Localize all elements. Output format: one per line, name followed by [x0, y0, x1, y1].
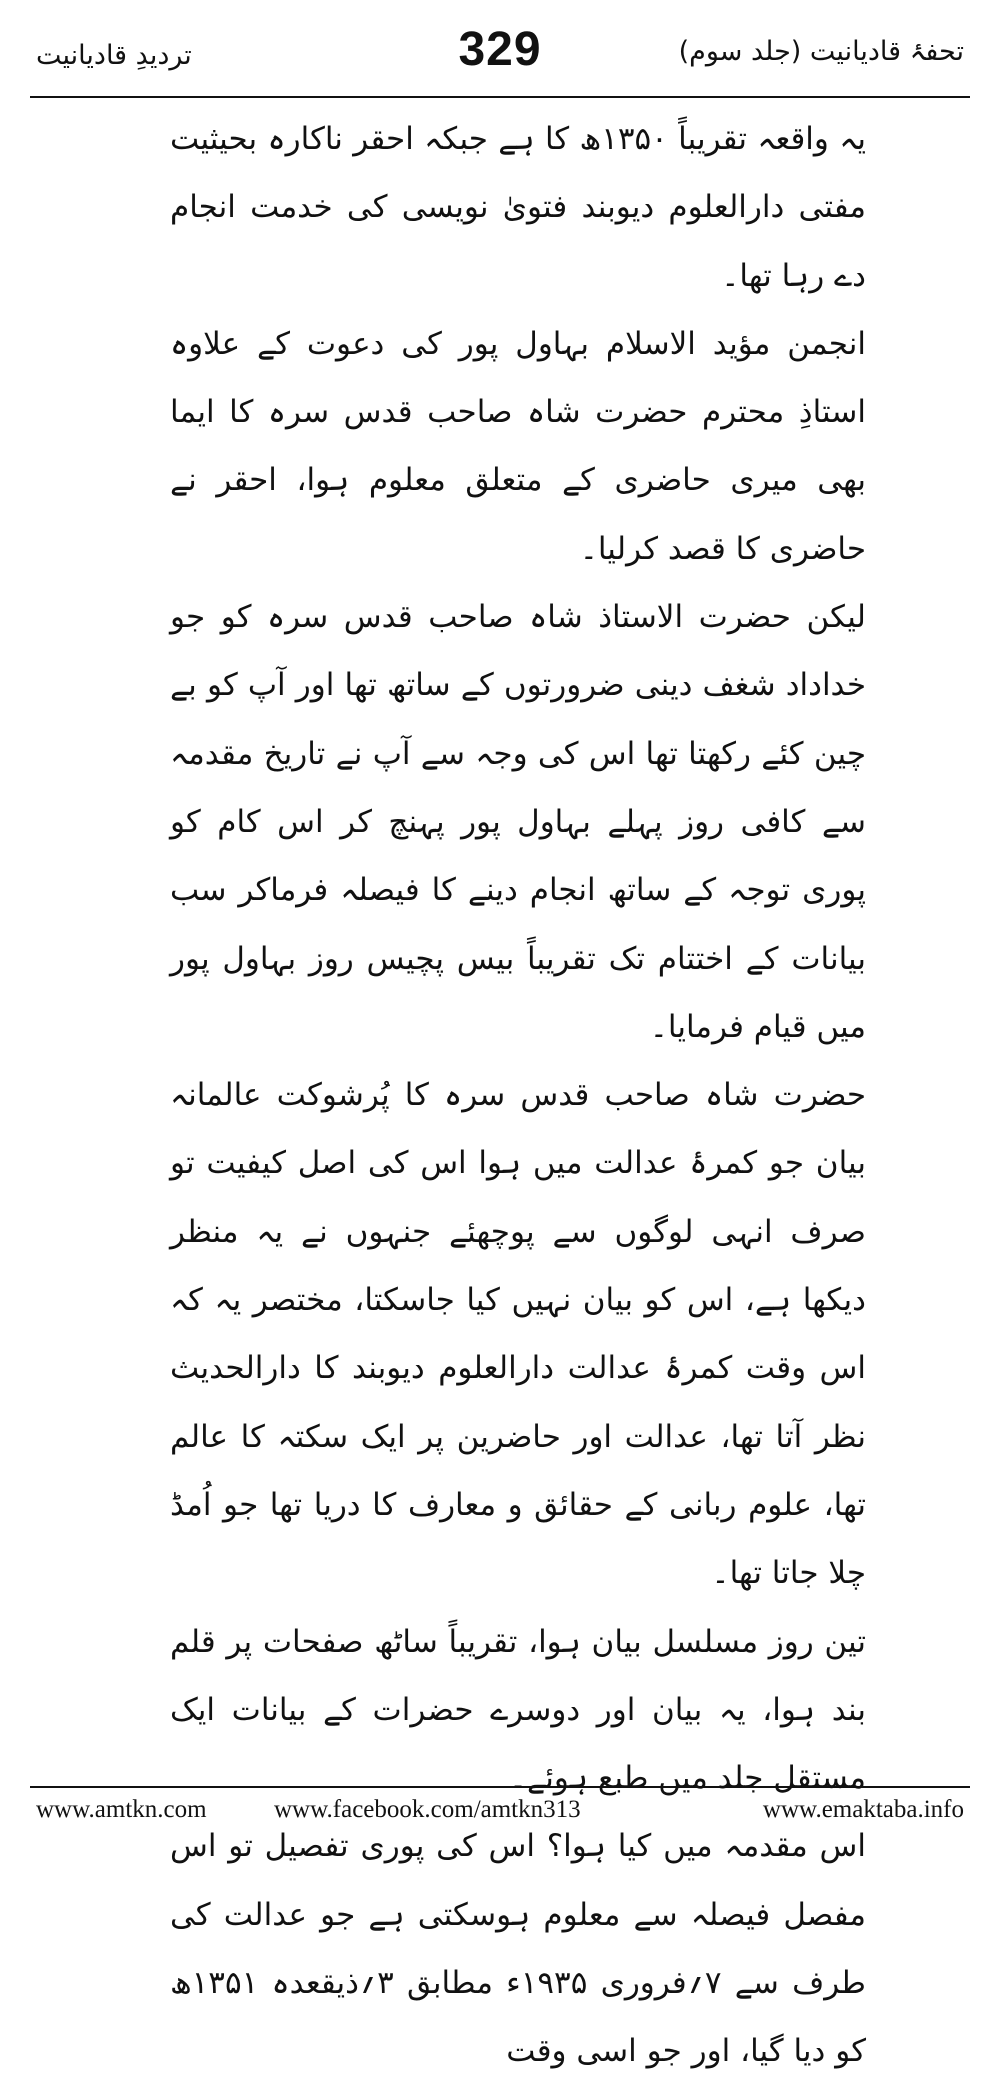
footer-link-amtkn[interactable]: www.amtkn.com: [36, 1796, 207, 1823]
paragraph: لیکن حضرت الاستاذ شاہ صاحب قدس سرہ کو جو خداداد شغف دینی ضرورتوں کے ساتھ تھا اور آپ کو بے چین کئے رکھتا تھا اس کی وجہ سے آپ نے تاریخ مقدمہ سے کافی روز پہلے بہاول پور پہنچ کر اس کام کو پوری توجہ کے ساتھ انجام دینے کا فیصلہ فرماکر سب بیانات کے اختتام تک تقریباً بیس پچیس روز بہاول پور میں قیام فرمایا۔: [170, 599, 866, 1045]
footer-link-emaktaba[interactable]: www.emaktaba.info: [762, 1796, 964, 1823]
header-divider: [30, 96, 970, 98]
paragraph: یہ واقعہ تقریباً ۱۳۵۰ھ کا ہے جبکہ احقر ناکارہ بحیثیت مفتی دارالعلوم دیوبند فتویٰ نویسی کی خدمت انجام دے رہا تھا۔: [170, 121, 866, 294]
footer-divider: [30, 1786, 970, 1788]
footer-link-facebook[interactable]: www.facebook.com/amtkn313: [274, 1796, 581, 1823]
page-body: [170, 105, 866, 2086]
paragraph: انجمن مؤید الاسلام بہاول پور کی دعوت کے علاوہ استاذِ محترم حضرت شاہ صاحب قدس سرہ کا ایما بھی میری حاضری کے متعلق معلوم ہوا، احقر نے حاضری کا قصد کرلیا۔: [170, 325, 866, 567]
paragraph: اس مقدمہ میں کیا ہوا؟ اس کی پوری تفصیل تو اس مفصل فیصلہ سے معلوم ہوسکتی ہے جو عدالت کی طرف سے ۷؍فروری ۱۹۳۵ء مطابق ۳؍ذیقعدہ ۱۳۵۱ھ کو دیا گیا، اور جو اسی وقت: [170, 1828, 866, 2070]
section-title: تردیدِ قادیانیت: [36, 40, 192, 71]
paragraph: تین روز مسلسل بیان ہوا، تقریباً ساٹھ صفحات پر قلم بند ہوا، یہ بیان اور دوسرے حضرات کے بیانات ایک مستقل جلد میں طبع ہوئے۔: [170, 1623, 866, 1797]
paragraph: حضرت شاہ صاحب قدس سرہ کا پُرشوکت عالمانہ بیان جو کمرۂ عدالت میں ہوا اس کی اصل کیفیت تو صرف انہی لوگوں سے پوچھئے جنہوں نے یہ منظر دیکھا ہے، اس کو بیان نہیں کیا جاسکتا، مختصر یہ کہ اس وقت کمرۂ عدالت دارالعلوم دیوبند کا دارالحدیث نظر آتا تھا، عدالت اور حاضرین پر ایک سکتہ کا عالم تھا، علوم ربانی کے حقائق و معارف کا دریا تھا جو اُمڈ چلا جاتا تھا۔: [170, 1077, 866, 1592]
page-footer: [36, 1796, 964, 1836]
page-header: [0, 0, 1000, 100]
page-number: 329: [458, 23, 542, 76]
book-title: تحفۂ قادیانیت (جلد سوم): [678, 36, 964, 67]
